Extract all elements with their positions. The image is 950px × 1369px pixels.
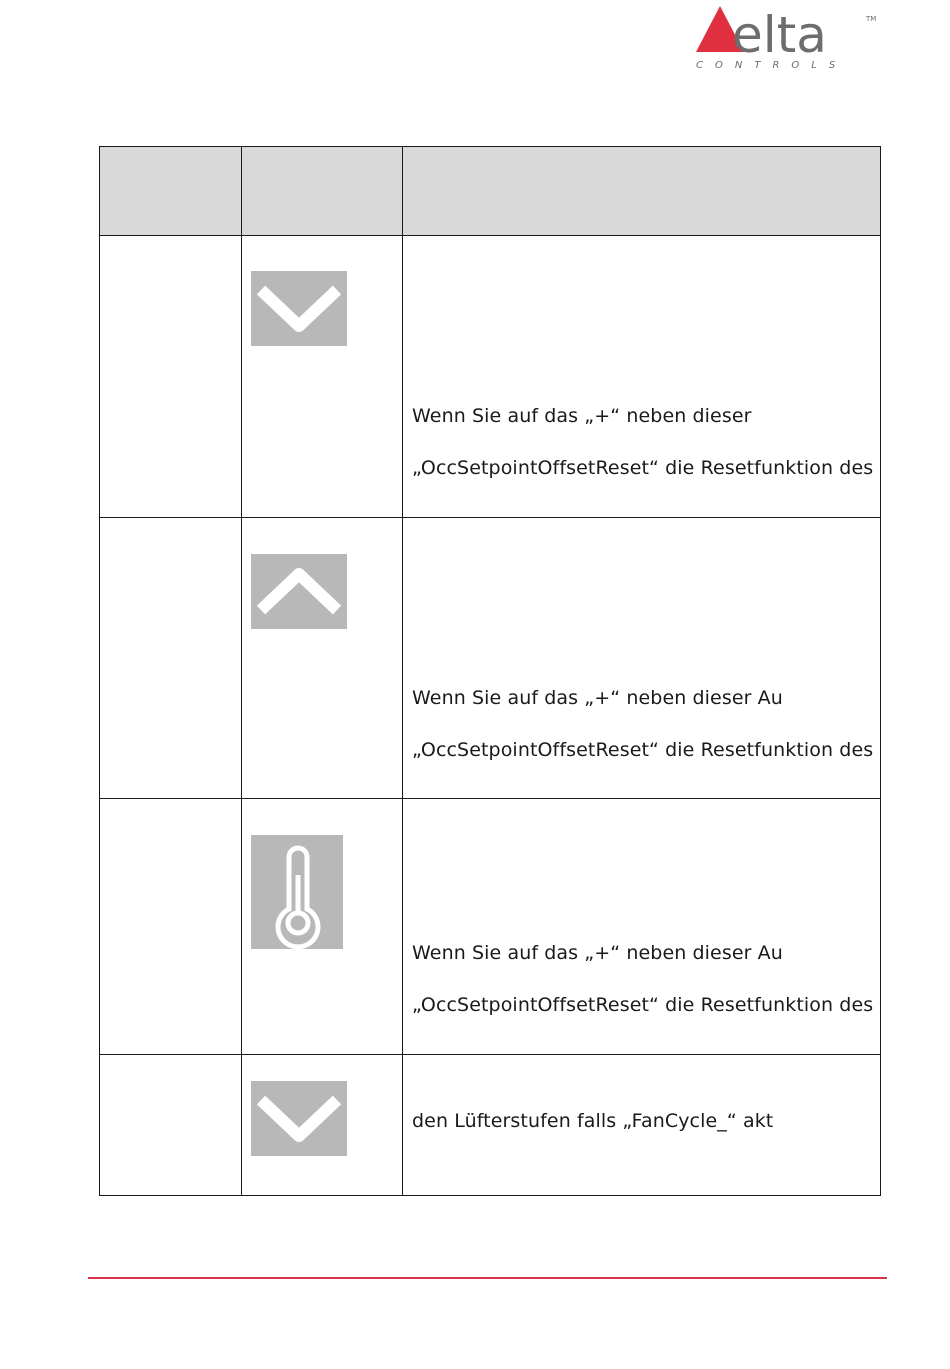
svg-text:elta: elta [732, 6, 827, 64]
chevron-down-icon [251, 1081, 347, 1156]
table-cell-description [403, 1055, 881, 1196]
table-cell-description [403, 518, 881, 799]
table-header-cell [242, 147, 403, 236]
icon-description-table [99, 146, 881, 1196]
delta-controls-logo [690, 4, 880, 74]
table-cell-icon [242, 1055, 403, 1196]
table-row [100, 1055, 881, 1196]
description-line: „OccSetpointOffsetReset“ die Resetfunktion des [412, 457, 874, 479]
table-cell-label [100, 236, 242, 518]
table-header-cell [403, 147, 881, 236]
description-line: Wenn Sie auf das „+“ neben dieser Au [412, 942, 783, 964]
description-line: den Lüfterstufen falls „FanCycle_“ akt [412, 1110, 774, 1132]
table-row [100, 518, 881, 799]
table-cell-icon [242, 236, 403, 518]
svg-text:CONTROLS: CONTROLS [696, 60, 848, 71]
table-header-row [100, 147, 881, 236]
description-line: „OccSetpointOffsetReset“ die Resetfunktion des [412, 739, 874, 761]
table-cell-label [100, 799, 242, 1055]
table-row [100, 236, 881, 518]
thermometer-icon [251, 835, 343, 949]
description-line: „OccSetpointOffsetReset“ die Resetfunktion des [412, 994, 874, 1016]
table-row [100, 799, 881, 1055]
table-cell-description [403, 799, 881, 1055]
chevron-down-icon [251, 271, 347, 346]
description-line: Wenn Sie auf das „+“ neben dieser Au [412, 687, 783, 709]
table-cell-label [100, 518, 242, 799]
table-cell-description [403, 236, 881, 518]
svg-text:TM: TM [866, 15, 877, 23]
table-cell-label [100, 1055, 242, 1196]
chevron-up-icon [251, 554, 347, 629]
table-cell-icon [242, 799, 403, 1055]
description-line: Wenn Sie auf das „+“ neben dieser [412, 405, 752, 427]
footer-divider [88, 1277, 887, 1279]
table-header-cell [100, 147, 242, 236]
table-cell-icon [242, 518, 403, 799]
